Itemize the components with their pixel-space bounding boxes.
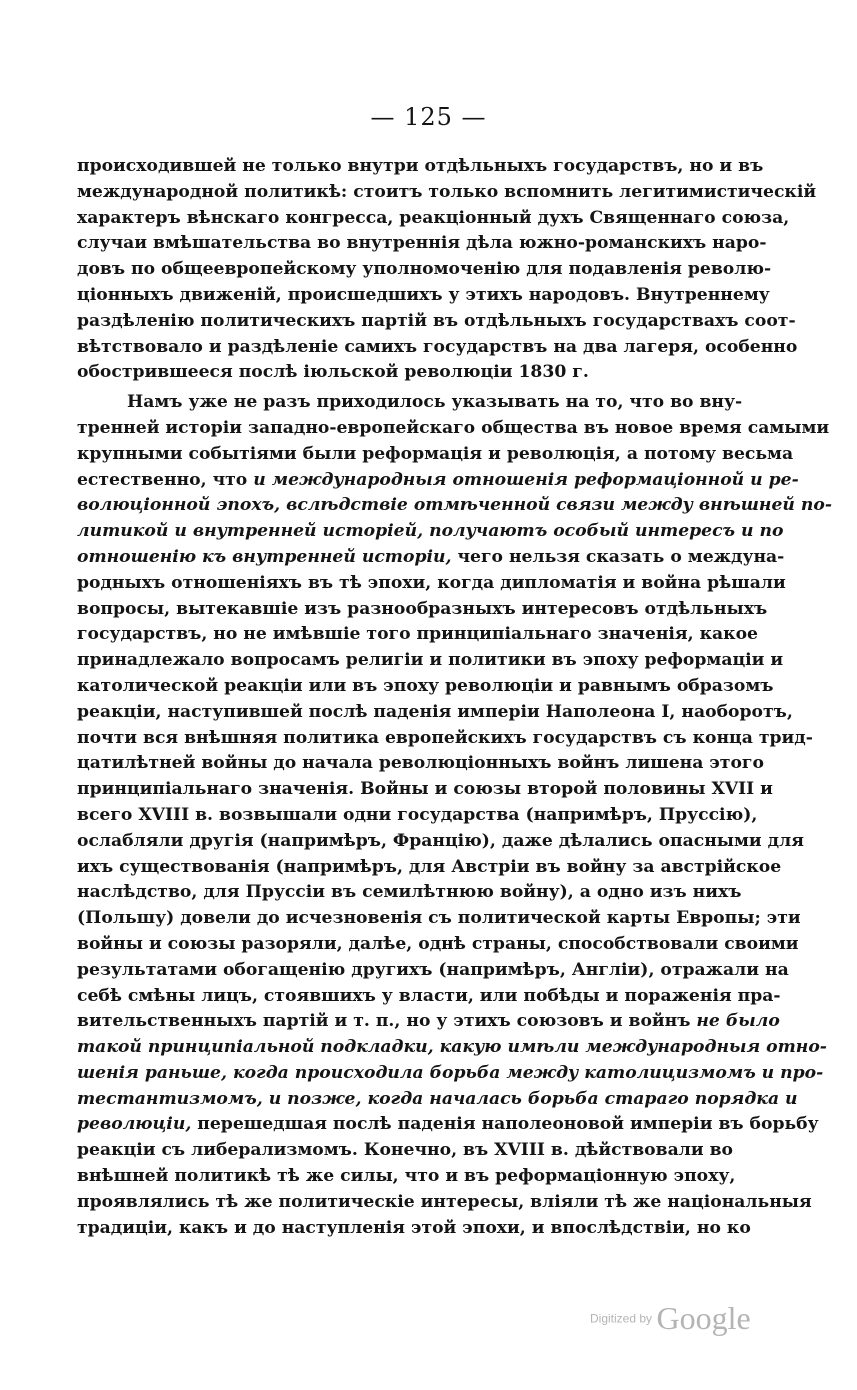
text-line [77,751,764,777]
text-line [77,726,813,752]
text-segment: случаи вмѣшательства во внутреннія дѣла южно-романскихъ наро- [77,233,767,254]
text-segment: Намъ уже не разъ приходилось указывать на то, что во вну- [127,392,743,413]
text-line [77,1061,824,1087]
text-line [77,206,790,232]
text-line [77,700,793,726]
text-line [77,803,758,829]
text-line [77,283,770,309]
text-line [77,906,801,932]
text-segment: происходившей не только внутри отдѣльныхъ государствъ, но и въ [77,156,764,176]
italic-segment: такой принципіальной подкладки, какую имѣли международныя отно- [77,1037,827,1058]
text-line [77,777,773,803]
text-line [77,932,799,958]
text-segment: реакціи, наступившей послѣ паденія имперіи Наполеона I, наоборотъ, [77,701,793,722]
text-segment: наслѣдство, для Пруссіи въ семилѣтнюю войну), а одно изъ нихъ [77,882,742,903]
text-line [77,571,786,597]
text-segment: крупными событіями были реформація и революція, а потому весьма [77,443,794,464]
text-segment: (Польшу) довели до исчезновенія съ политической карты Европы; эти [77,908,801,929]
italic-segment: волюціонной эпохъ, вслѣдствіе отмѣченной связи между внѣшней по- [77,495,832,516]
text-line [77,674,774,700]
text-line [77,309,796,335]
italic-segment: тестантизмомъ, и позже, когда началась борьба стараго порядка и [77,1088,798,1109]
body-text [77,154,832,1241]
text-line [77,257,772,283]
text-line [77,622,758,648]
text-line [77,416,830,442]
text-line [77,1164,736,1190]
text-line [77,1112,819,1138]
text-line [77,154,764,180]
text-segment: войны и союзы разоряли, далѣе, однѣ страны, способствовали своими [77,933,799,954]
text-segment: принадлежало вопросамъ религіи и политики въ эпоху реформаціи и [77,650,784,671]
text-segment: себѣ смѣны лицъ, стоявшихъ у власти, или побѣды и пораженія пра- [77,985,781,1006]
page-number: — 125 — [370,103,487,131]
text-segment: цатилѣтней войны до начала революціонныхъ войнъ лишена этого [77,753,764,774]
text-segment: раздѣленію политическихъ партій въ отдѣльныхъ государствахъ соот- [77,310,796,331]
text-segment: ослабляли другія (напримѣръ, Францію), даже дѣлались опасными для [77,830,804,851]
text-segment: тренней исторіи западно-европейскаго общества въ новое время самыми [77,417,830,438]
text-line [77,984,781,1010]
text-segment: перешедшая послѣ паденія наполеоновой имперіи въ борьбу [191,1114,819,1135]
text-line [77,1138,733,1164]
text-segment: всего XVIII в. возвышали одни государства (напримѣръ, Пруссію), [77,804,758,825]
text-line [77,880,742,906]
text-line [77,545,785,571]
text-segment: естественно, что [77,469,254,490]
digitized-watermark [590,1300,751,1337]
text-line [77,597,768,623]
text-line [77,519,784,545]
text-line [77,180,817,206]
text-line [77,335,798,361]
text-line [77,1035,827,1061]
italic-segment: и международныя отношенія реформаціонной и ре- [253,469,799,490]
text-segment: результатами обогащенію другихъ (напримѣръ, Англіи), отражали на [77,959,789,980]
italic-segment: не было [696,1011,780,1032]
italic-segment: отношенію къ внутренней исторіи, [77,546,452,567]
text-segment: родныхъ отношеніяхъ въ тѣ эпохи, когда дипломатія и война рѣшали [77,572,786,593]
text-line [77,1190,812,1216]
text-line [77,390,743,416]
text-line [77,1087,798,1113]
text-segment: ихъ существованія (напримѣръ, для Австріи въ войну за австрійское [77,856,782,877]
google-logo: Google [656,1300,751,1336]
text-line [77,442,794,468]
text-segment: чего нельзя сказать о междуна- [451,546,785,567]
text-segment: традиціи, какъ и до наступленія этой эпохи, и впослѣдствіи, но ко [77,1217,751,1238]
text-segment: реакціи съ либерализмомъ. Конечно, въ XVIII в. дѣйствовали во [77,1140,733,1161]
text-line [77,468,799,494]
text-segment: обострившееся послѣ іюльской революціи 1830 г. [77,362,589,383]
watermark-prefix: Digitized by [590,1311,653,1326]
text-line [77,231,767,257]
text-segment: вѣтствовало и раздѣленіе самихъ государствъ на два лагеря, особенно [77,336,798,357]
text-segment: почти вся внѣшняя политика европейскихъ государствъ съ конца трид- [77,727,813,748]
text-segment: довъ по общеевропейскому уполномоченію для подавленія револю- [77,259,772,280]
text-segment: государствъ, но не имѣвшіе того принципіальнаго значенія, какое [77,624,758,645]
text-line [77,1009,780,1035]
text-segment: проявлялись тѣ же политическіе интересы, вліяли тѣ же національныя [77,1191,812,1212]
text-segment: ціонныхъ движеній, происшедшихъ у этихъ народовъ. Внутреннему [77,284,770,305]
text-line [77,829,804,855]
text-line [77,958,789,984]
text-segment: вительственныхъ партій и т. п., но у этихъ союзовъ и войнъ [77,1011,697,1032]
text-line [77,493,832,519]
text-segment: внѣшней политикѣ тѣ же силы, что и въ реформаціонную эпоху, [77,1166,736,1187]
text-line [77,1216,751,1242]
text-segment: характеръ вѣнскаго конгресса, реакціонный духъ Священнаго союза, [77,207,790,228]
italic-segment: революціи, [77,1114,192,1135]
text-segment: вопросы, вытекавшіе изъ разнообразныхъ интересовъ отдѣльныхъ [77,598,768,619]
text-line [77,648,784,674]
text-segment: католической реакціи или въ эпоху революціи и равнымъ образомъ [77,675,774,696]
text-line [77,855,782,881]
italic-segment: шенія раньше, когда происходила борьба между католицизмомъ и про- [77,1062,824,1083]
italic-segment: литикой и внутренней исторіей, получаютъ особый интересъ и по [77,521,784,542]
text-segment: принципіальнаго значенія. Войны и союзы второй половины XVII и [77,779,773,800]
text-segment: международной политикѣ: стоитъ только вспомнить легитимистическій [77,181,817,202]
text-line [77,360,720,386]
